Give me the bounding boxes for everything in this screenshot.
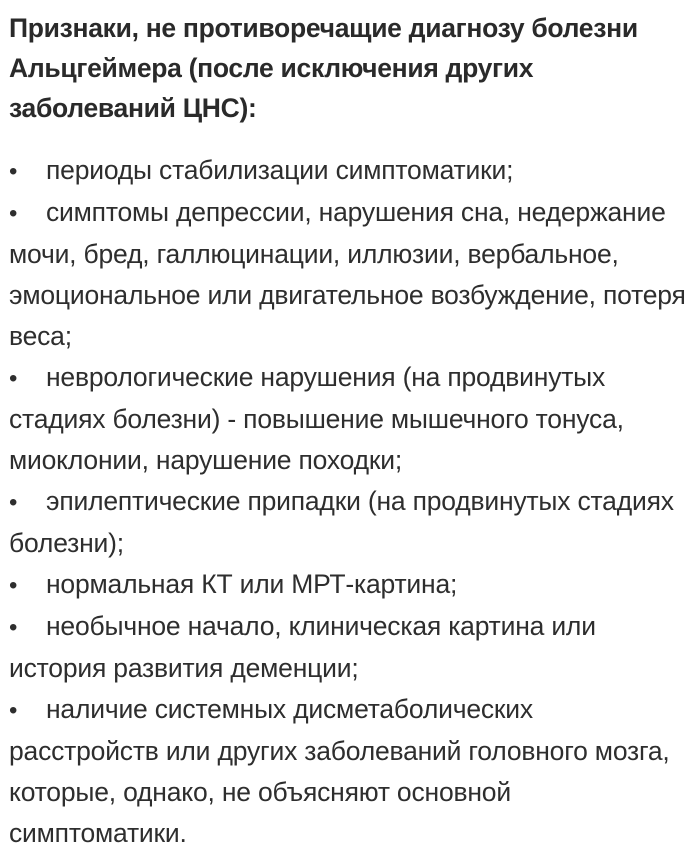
bullet-icon: • xyxy=(9,158,18,185)
list-item-text: эпилептические припадки (на продвинутых стадиях болезни); xyxy=(9,486,674,558)
list-item-text: симптомы депрессии, нарушения сна, недержание мочи, бред, галлюцинации, иллюзии, вербальное, эмоциональное или двигательное возбуждение, потеря веса; xyxy=(9,197,686,351)
section-heading: Признаки, не противоречащие диагнозу болезни Альцгеймера (после исключения других заболеваний ЦНС): xyxy=(9,13,638,123)
list-item-text: наличие системных дисметаболических расстройств или других заболеваний головного мозга, которые, однако, не объясняют основной симптоматики. xyxy=(9,694,670,848)
list-item-text: необычное начало, клиническая картина или история развития деменции; xyxy=(9,611,596,683)
bullet-icon: • xyxy=(9,489,18,516)
list-item xyxy=(9,481,689,564)
list-item xyxy=(9,150,689,192)
bullet-icon: • xyxy=(9,200,18,227)
bullet-icon: • xyxy=(9,572,18,599)
bullet-icon: • xyxy=(9,614,18,641)
criteria-list xyxy=(9,150,689,854)
list-item xyxy=(9,606,689,689)
bullet-icon: • xyxy=(9,365,18,392)
bullet-icon: • xyxy=(9,697,18,724)
list-item-text: неврологические нарушения (на продвинутых стадиях болезни) - повышение мышечного тонуса, миоклонии, нарушение походки; xyxy=(9,362,624,475)
list-item xyxy=(9,564,689,606)
list-item-text: нормальная КТ или МРТ-картина; xyxy=(46,569,458,599)
list-item-text: периоды стабилизации симптоматики; xyxy=(46,155,514,185)
list-item xyxy=(9,689,689,854)
list-item xyxy=(9,357,689,481)
article-content xyxy=(9,8,689,854)
list-item xyxy=(9,192,689,357)
